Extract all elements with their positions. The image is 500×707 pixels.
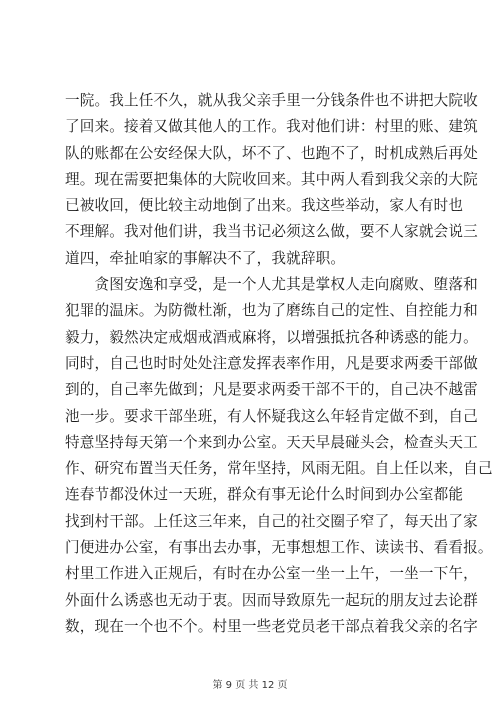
text-line-4: 理。现在需要把集体的大院收回来。其中两人看到我父亲的大院 [65, 170, 478, 188]
text-line-21: 数，现在一个也不个。村里一些老党员老干部点着我父亲的名字 [65, 617, 478, 635]
text-line-14: 特意坚持每天第一个来到办公室。天天早晨碰头会，检查头天工 [65, 433, 478, 451]
text-line-16: 连春节都没休过一天班，群众有事无论什么时间到办公室都能 [65, 486, 464, 504]
text-line-19: 村里工作进入正规后，有时在办公室一坐一上午，一坐一下午， [65, 565, 478, 583]
text-line-5: 已被收回，便比较主动地倒了出来。我这些举动，家人有时也 [65, 197, 464, 215]
text-line-3: 队的账都在公安经保大队，坏不了、也跑不了，时机成熟后再处 [65, 144, 478, 162]
text-line-18: 门便进办公室，有事出去办事，无事想想工作、读读书、看看报。 [65, 539, 493, 557]
text-line-6: 不理解。我对他们讲，我当书记必须这么做，要不人家就会说三 [65, 223, 478, 241]
text-line-8: 贪图安逸和享受，是一个人尤其是掌权人走向腐败、堕落和 [65, 276, 478, 294]
page-footer [0, 676, 500, 691]
text-line-15: 作、研究布置当天任务，常年坚持，风雨无阻。自上任以来，自己 [65, 460, 493, 478]
text-line-2: 了回来。接着又做其他人的工作。我对他们讲：村里的账、建筑 [65, 118, 478, 136]
text-line-10: 毅力，毅然决定戒烟戒酒戒麻将，以增强抵抗各种诱惑的能力。 [65, 328, 478, 346]
body-text [65, 88, 493, 640]
text-line-17: 找到村干部。上任这三年来，自己的社交圈子窄了，每天出了家 [65, 512, 478, 530]
text-line-11: 同时，自己也时时处处注意发挥表率作用，凡是要求两委干部做 [65, 354, 478, 372]
text-line-9: 犯罪的温床。为防微杜渐，也为了磨练自己的定性、自控能力和 [65, 302, 478, 320]
text-line-20: 外面什么诱惑也无动于衷。因而导致原先一起玩的朋友过去论群 [65, 591, 478, 609]
page-number-label: 第 9 页 共 12 页 [212, 680, 288, 691]
text-line-7: 道四，牵扯咱家的事解决不了，我就辞职。 [65, 249, 346, 267]
text-line-12: 到的，自己率先做到；凡是要求两委干部不干的，自己决不越雷 [65, 381, 478, 399]
text-line-13: 池一步。要求干部坐班，有人怀疑我这么年轻肯定做不到，自己 [65, 407, 478, 425]
text-line-1: 一院。我上任不久，就从我父亲手里一分钱条件也不讲把大院收 [65, 92, 478, 109]
